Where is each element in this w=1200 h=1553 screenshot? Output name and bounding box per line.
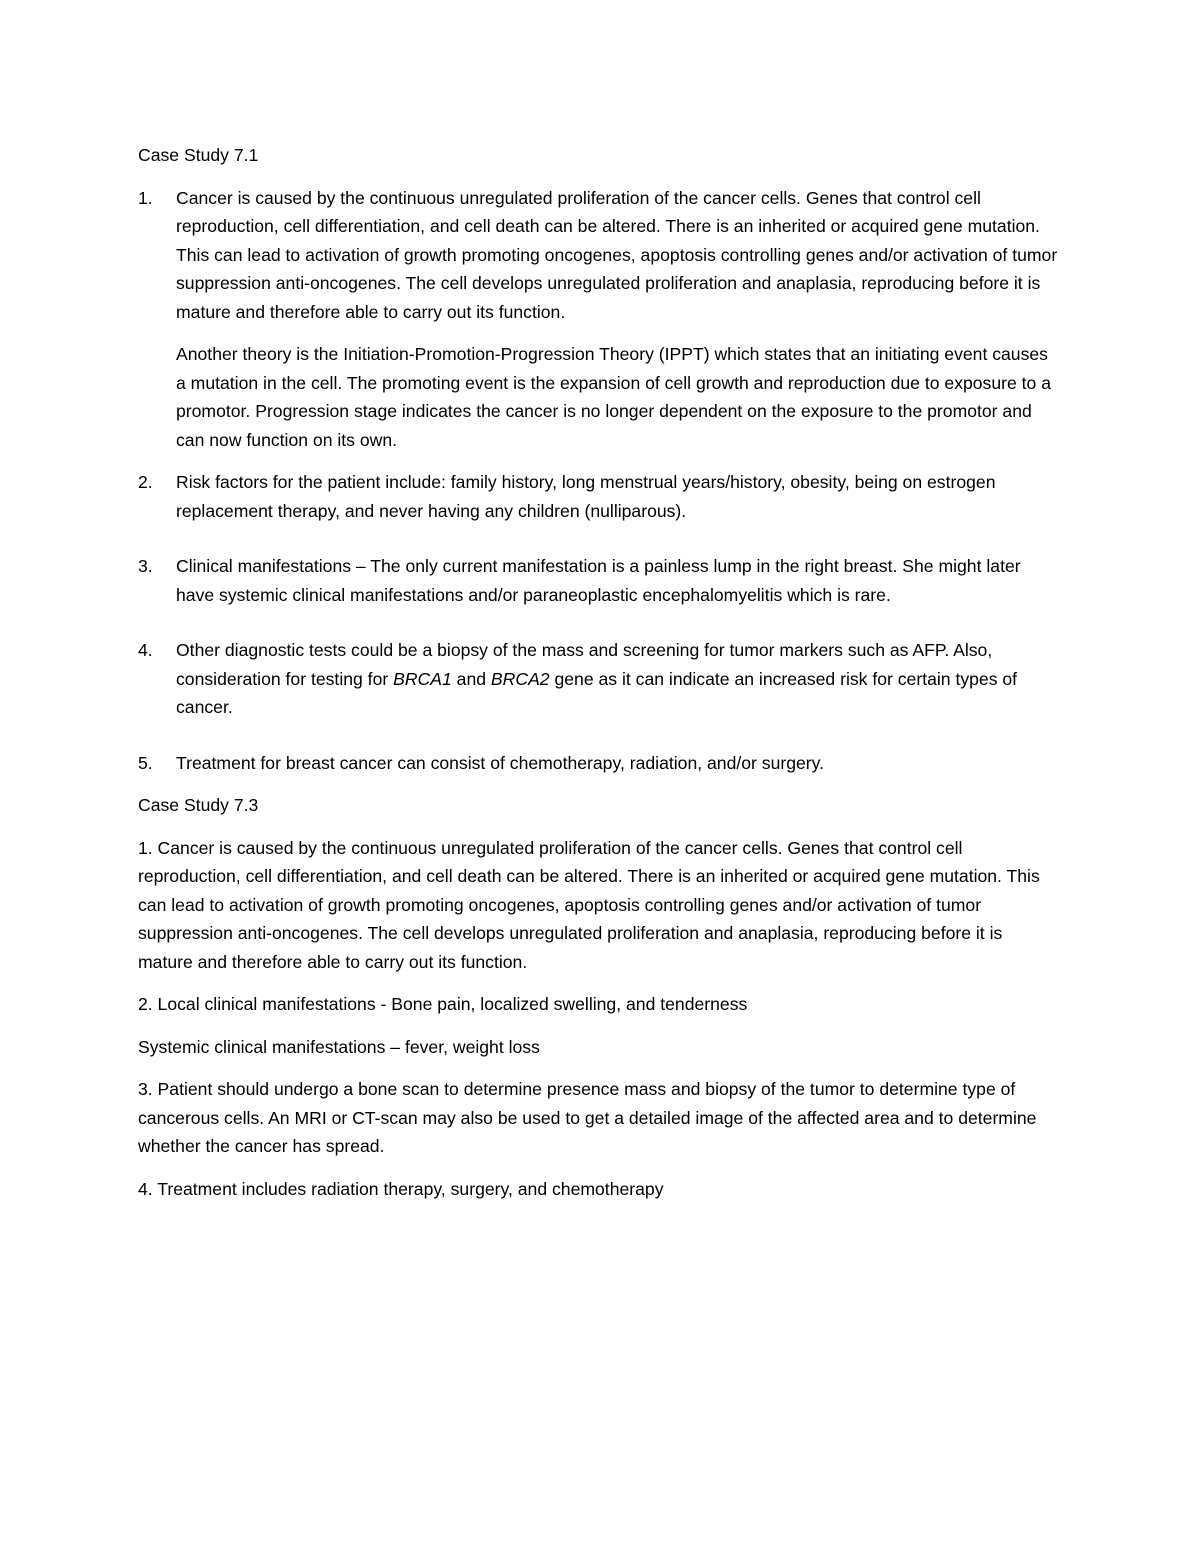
list-item-text: Cancer is caused by the continuous unregulated proliferation of the cancer cells. Genes that control cell reproduction, cell differentiation, and cell death can be altered. There is an inherited or acquired gene mutation. This can lead to activation of growth promoting oncogenes, apoptosis controlling genes and/or activation of tumor suppression anti-oncogenes. The cell develops unregulated proliferation and anaplasia, reproducing before it is mature and therefore able to carry out its function. [176,187,1058,322]
case-7-1-item-1-extra: Another theory is the Initiation-Promotion-Progression Theory (IPPT) which states that an initiating event causes a mutation in the cell. The promoting event is the expansion of cell growth and reproduction due to exposure to a promotor. Progression stage indicates the cancer is no longer dependent on the exposure to the promotor and can now function on its own. [176,344,1052,450]
case-7-1-item-2 [138,468,1058,525]
case-7-3-paragraph: 4. Treatment includes radiation therapy, surgery, and chemotherapy [138,1178,664,1199]
list-item-text: Treatment for breast cancer can consist of chemotherapy, radiation, and/or surgery. [176,752,825,773]
case-7-3-paragraph: Systemic clinical manifestations – fever, weight loss [138,1036,540,1057]
case-7-1-heading: Case Study 7.1 [138,145,259,165]
list-number: 3. [138,556,153,576]
text-part: and [451,668,491,689]
case-7-1-item-4 [138,636,1058,722]
case-7-3-paragraph: 2. Local clinical manifestations - Bone pain, localized swelling, and tenderness [138,994,748,1014]
document-body [138,141,1058,1217]
list-number: 1. [138,187,153,208]
list-number: 5. [138,752,153,773]
gene-name: BRCA2 [490,668,550,689]
case-7-1-item-5 [138,749,1058,778]
list-number: 2. [138,472,153,492]
list-item-text [176,640,1017,717]
case-7-3-paragraph: 1. Cancer is caused by the continuous unregulated proliferation of the cancer cells. Genes that control cell reproduction, cell differentiation, and cell death can be altered. There is an inherited or acquired gene mutation. This can lead to activation of growth promoting oncogenes, apoptosis controlling genes and/or activation of tumor suppression anti-oncogenes. The cell develops unregulated proliferation and anaplasia, reproducing before it is mature and therefore able to carry out its function. [138,837,1040,972]
text-part: gene as it can indicate an increased risk for certain types of cancer. [176,668,1018,717]
gene-name: BRCA1 [393,668,452,689]
list-item-text: Clinical manifestations – The only current manifestation is a painless lump in the right breast. She might later have systemic clinical manifestations and/or paraneoplastic encephalomyelitis which is rare. [176,556,1021,605]
case-7-1-item-1 [138,184,1058,327]
text-part: Other diagnostic tests could be a biopsy of the mass and screening for tumor markers such as AFP. Also, consideration for testing for [176,640,993,689]
list-number: 4. [138,640,153,660]
case-7-3-paragraph: 3. Patient should undergo a bone scan to determine presence mass and biopsy of the tumor to determine type of cancerous cells. An MRI or CT-scan may also be used to get a detailed image of the affected area and to determine whether the cancer has spread. [138,1079,1037,1156]
list-item-text: Risk factors for the patient include: family history, long menstrual years/history, obesity, being on estrogen replacement therapy, and never having any children (nulliparous). [176,472,996,521]
case-7-1-item-3 [138,552,1058,609]
case-7-3-heading: Case Study 7.3 [138,795,259,815]
